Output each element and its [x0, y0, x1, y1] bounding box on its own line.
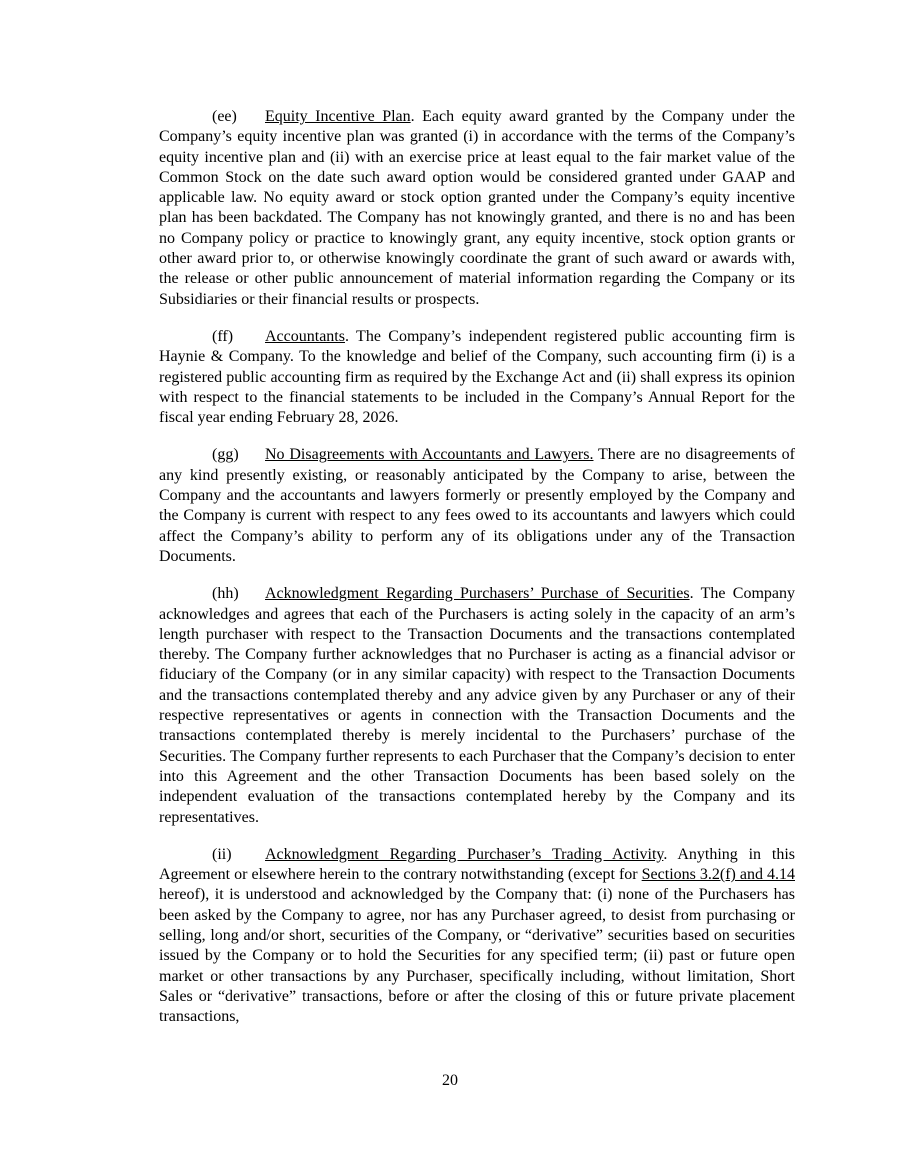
section-text: hereof), it is understood and acknowledged by the Company that: (i) none of the Purchasers has been asked by the Company to agree, nor has any Purchaser agreed, to desist from purchasing or selling, long and/or short, securities of the Company, or “derivative” securities based on securities issued by the Company or to hold the Securities for any specified term; (ii) past or future open market or other transactions by any Purchaser, specifically including, without limitation, Short Sales or “derivative” transactions, before or after the closing of this or future private placement transactions,: [159, 886, 795, 1026]
section-text: There are no disagreements of any kind presently existing, or reasonably anticipated by the Company to arise, between the Company and the accountants and lawyers formerly or presently employed by the Company and the Company is current with respect to any fees owed to its accountants and lawyers which could affect the Company’s ability to perform any of its obligations under any of the Transaction Documents.: [159, 446, 796, 565]
section-reference: Sections 3.2(f) and 4.14: [641, 866, 795, 884]
section-text: . The Company’s independent registered public accounting firm is Haynie & Company. To the knowledge and belief of the Company, such accounting firm (i) is a registered public accounting firm as required by the Exchange Act and (ii) shall express its opinion with respect to the financial statements to be included in the Company’s Annual Report for the fiscal year ending February 28, 2026.: [159, 327, 795, 427]
section-heading: Acknowledgment Regarding Purchasers’ Purchase of Securities: [265, 585, 690, 603]
section-ff: [159, 327, 795, 428]
section-ee: [159, 107, 795, 310]
section-number: (hh): [212, 585, 239, 603]
section-hh: [159, 584, 795, 828]
section-number: (gg): [212, 446, 239, 464]
section-ii: [159, 845, 795, 1028]
section-text: . Each equity award granted by the Company under the Company’s equity incentive plan was granted (i) in accordance with the terms of the Company’s equity incentive plan and (ii) with an exercise price at least equal to the fair market value of the Common Stock on the date such award option would be considered granted under GAAP and applicable law. No equity award or stock option granted under the Company’s equity incentive plan has been backdated. The Company has not knowingly granted, and there is no and has been no Company policy or practice to knowingly grant, any equity incentive, stock option grants or other award prior to, or otherwise knowingly coordinate the grant of such award or awards with, the release or other public announcement of material information regarding the Company or its Subsidiaries or their financial results or prospects.: [159, 108, 795, 308]
section-heading: No Disagreements with Accountants and Lawyers.: [265, 446, 594, 464]
section-text: . Anything in this Agreement or elsewhere herein to the contrary notwithstanding (except for: [159, 845, 796, 884]
section-number: (ff): [212, 327, 234, 345]
page-number: 20: [442, 1072, 458, 1089]
document-body: [159, 107, 795, 1044]
section-gg: [159, 445, 795, 567]
section-heading: Acknowledgment Regarding Purchaser’s Trading Activity: [265, 845, 664, 863]
section-heading: Accountants: [265, 327, 345, 345]
section-heading: Equity Incentive Plan: [265, 108, 411, 125]
section-number: (ii): [212, 845, 232, 863]
section-text: . The Company acknowledges and agrees that each of the Purchasers is acting solely in the capacity of an arm’s length purchaser with respect to the Transaction Documents and the transactions contemplated thereby. The Company further acknowledges that no Purchaser is acting as a financial advisor or fiduciary of the Company (or in any similar capacity) with respect to the Transaction Documents and the transactions contemplated thereby and any advice given by any Purchaser or any of their respective representatives or agents in connection with the Transaction Documents and the transactions contemplated thereby is merely incidental to the Purchasers’ purchase of the Securities. The Company further represents to each Purchaser that the Company’s decision to enter into this Agreement and the other Transaction Documents has been based solely on the independent evaluation of the transactions contemplated hereby by the Company and its representatives.: [159, 585, 795, 826]
section-number: (ee): [212, 108, 237, 125]
